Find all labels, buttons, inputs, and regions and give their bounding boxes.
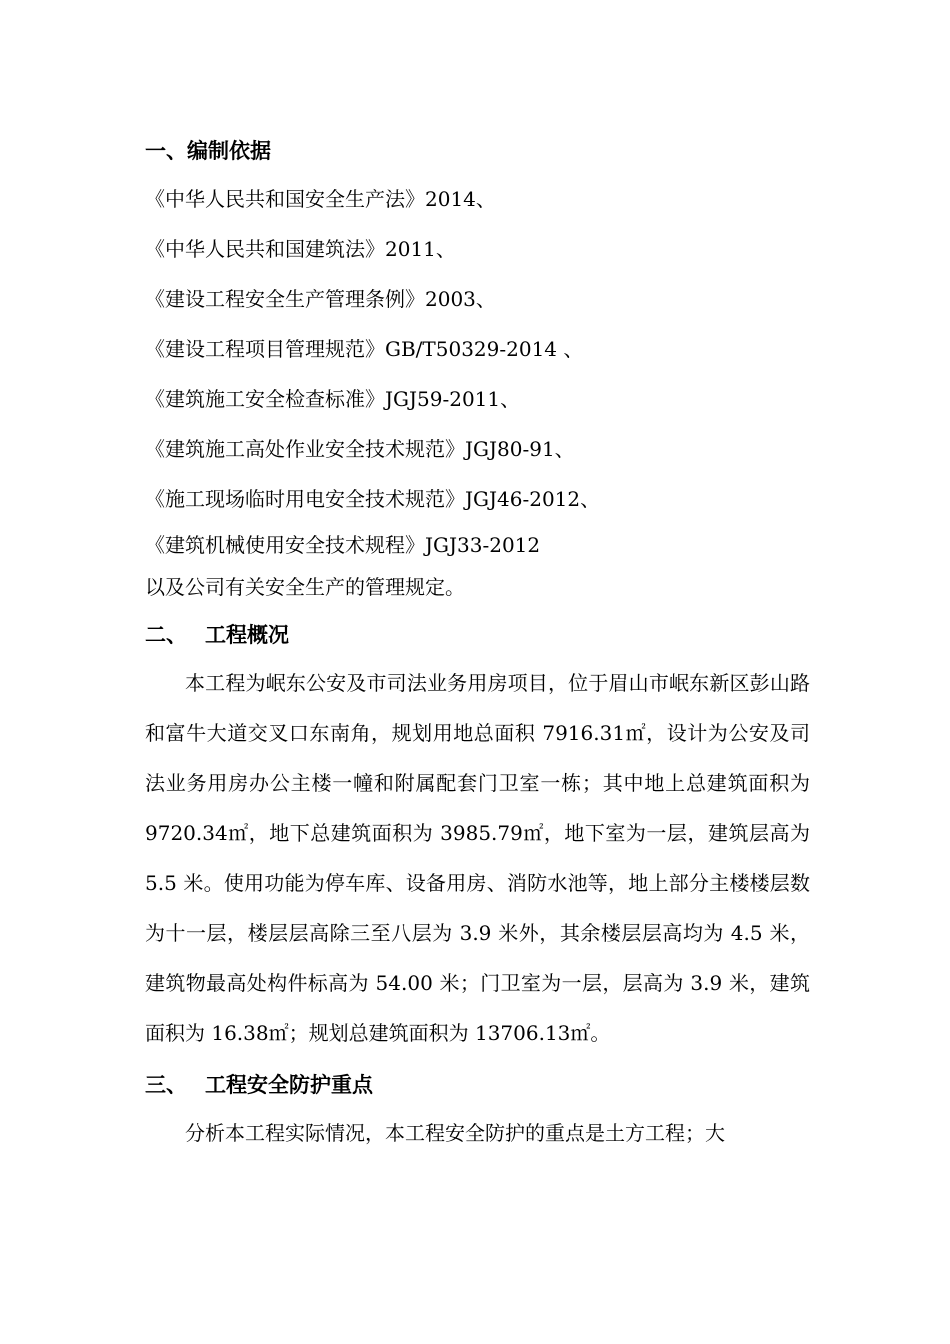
section-heading-overview bbox=[145, 612, 810, 658]
reference-item: 《中华人民共和国建筑法》2011、 bbox=[145, 237, 456, 261]
document-page bbox=[145, 128, 810, 1158]
overview-paragraph: 本工程为岷东公安及市司法业务用房项目，位于眉山市岷东新区彭山路和富牛大道交叉口东南角，规划用地总面积 7916.31㎡，设计为公安及司法业务用房办公主楼一幢和附属配套门卫室一栋；其中地上总建筑面积为 9720.34㎡，地下总建筑面积为 3985.79㎡，地下室为一层，建筑层高为 5.5 米。使用功能为停车库、设备用房、消防水池等，地上部分主楼楼层数为十一层，楼层层高除三至八层为 3.9 米外，其余楼层层高均为 4.5 米，建筑物最高处构件标高为 54.00 米；门卫室为一层，层高为 3.9 米，建筑面积为 16.38㎡；规划总建筑面积为 13706.13㎡。 bbox=[145, 671, 810, 1045]
reference-item: 《建设工程项目管理规范》GB/T50329-2014 、 bbox=[145, 337, 584, 361]
section-number: 二、 bbox=[145, 623, 187, 647]
reference-item: 《建筑施工安全检查标准》JGJ59-2011、 bbox=[145, 387, 521, 411]
reference-item: 《建筑机械使用安全技术规程》JGJ33-2012 bbox=[145, 533, 541, 557]
reference-item: 《中华人民共和国安全生产法》2014、 bbox=[145, 187, 496, 211]
reference-item: 《施工现场临时用电安全技术规范》JGJ46-2012、 bbox=[145, 487, 601, 511]
section-title: 工程安全防护重点 bbox=[205, 1073, 373, 1097]
reference-item: 《建筑施工高处作业安全技术规范》JGJ80-91、 bbox=[145, 437, 575, 461]
reference-closing: 以及公司有关安全生产的管理规定。 bbox=[145, 575, 465, 599]
section-heading-basis: 一、编制依据 bbox=[145, 139, 271, 163]
section-heading-safety-focus bbox=[145, 1062, 810, 1108]
section-title: 工程概况 bbox=[205, 623, 289, 647]
safety-focus-paragraph: 分析本工程实际情况，本工程安全防护的重点是土方工程；大 bbox=[185, 1121, 725, 1145]
section-number: 三、 bbox=[145, 1073, 187, 1097]
reference-item: 《建设工程安全生产管理条例》2003、 bbox=[145, 287, 496, 311]
